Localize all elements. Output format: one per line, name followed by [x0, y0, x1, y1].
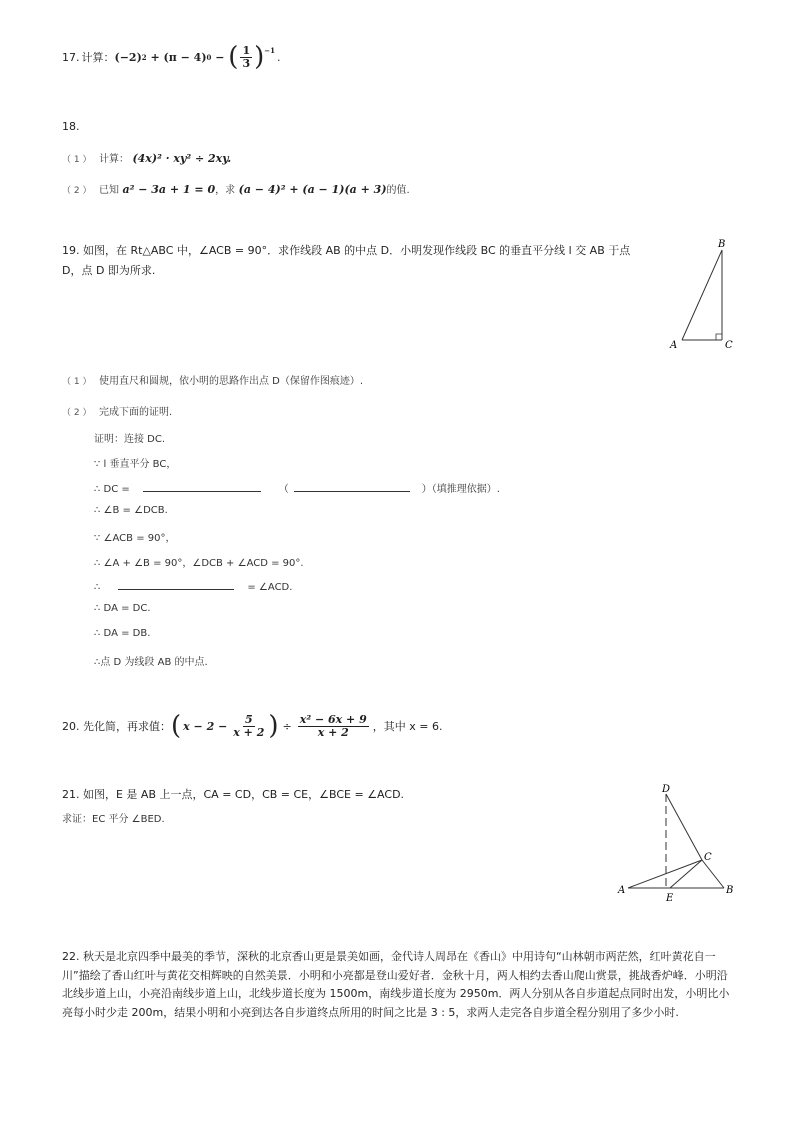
q19-part-2-number: （ 2 ） — [62, 408, 92, 418]
proof-line-5: ∵ ∠ACB = 90°， — [94, 533, 176, 544]
q19-stem-line-1: 19. 如图，在 Rt△ABC 中，∠ACB = 90°．求作线段 AB 的中点 D．小明发现作线段 BC 的垂直平分线 l 交 AB 于点 — [62, 244, 631, 257]
proof-line-3-paren-close: ）（填推理依据）. — [421, 484, 500, 495]
q18-part-2 — [62, 181, 410, 196]
q20-x-minus-2: x − 2 − — [183, 719, 228, 733]
q19-part-1-text: 使用直尺和圆规，依小明的思路作出点 D（保留作图痕迹）. — [98, 376, 364, 387]
q19-label-c: C — [725, 340, 733, 351]
q18-part-2-condition: a² − 3a + 1 = 0 — [122, 183, 216, 196]
proof-line-3 — [94, 480, 500, 495]
proof-line-7-lead: ∴ — [94, 582, 101, 593]
proof-line-8: ∴ DA = DC. — [94, 603, 151, 614]
q19-part-1-number: （ 1 ） — [62, 377, 92, 387]
q21-label-e: E — [666, 893, 674, 904]
question-17 — [62, 40, 281, 74]
q21-label-d: D — [662, 784, 671, 795]
q21-label-c: C — [704, 852, 712, 863]
q19-stem-line-2: D，点 D 即为所求. — [62, 264, 156, 277]
q22-text: 22. 秋天是北京四季中最美的季节，深秋的北京香山更是景美如画，金代诗人周昂在《香山》中用诗句“山林朝市两茫然，红叶黄花自一川”描绘了香山红叶与黄花交相辉映的自然美景．小明和小亮都是登山爱好者．金秋十月，两人相约去香山爬山赏景，挑战香炉峰．小明沿北线步道上山，小亮沿南线步道上山，北线步道长度为 1500m，南线步道长度为 2950m．两人分别从各自步道起点同时出发，小明比小亮每小时少走 200m，结果小明和小亮到达各自步道终点所用的时间之比是 3 : 5，求两人走完各自步道全程分别用了多少小时. — [62, 950, 730, 1019]
q18-part-2-expression: (a − 4)² + (a − 1)(a + 3) — [238, 183, 387, 196]
proof-line-6: ∴ ∠A + ∠B = 90°，∠DCB + ∠ACD = 90°. — [94, 558, 304, 569]
proof-line-9: ∴ DA = DB. — [94, 628, 151, 639]
q17-lead: 计算： — [81, 51, 115, 64]
proof-line-3-lead: ∴ DC = — [94, 484, 130, 495]
q18-number: 18. — [62, 120, 80, 133]
q20-fraction-1-numerator: 5 — [245, 712, 253, 726]
q18-part-1-number: （ 1 ） — [62, 155, 92, 165]
question-20 — [62, 708, 442, 744]
q21-label-b: B — [726, 885, 734, 896]
q20-fraction-1 — [231, 714, 266, 739]
proof-line-1: 证明：连接 DC. — [94, 434, 166, 445]
q20-lead: 20. 先化简，再求值： — [62, 720, 171, 733]
q17-number: 17. — [62, 50, 80, 64]
q18-part-2-tail: 的值. — [386, 185, 410, 196]
q18-part-2-mid: ，求 — [215, 185, 236, 196]
q20-paren-close: ) — [268, 711, 279, 741]
q19-part-1 — [62, 372, 363, 387]
q21-label-a: A — [618, 885, 626, 896]
q17-expression: (−2) 2 + (π − 4) 0 − ( $\frac{1}{3}$ ) $^{-1}$ — [114, 42, 276, 72]
q20-fraction-1-denominator: x + 2 — [233, 725, 265, 739]
q20-paren-open: ( — [171, 711, 182, 741]
q19-part-2 — [62, 403, 172, 418]
q18-part-1 — [62, 150, 231, 165]
q19-part-2-text: 完成下面的证明. — [98, 407, 173, 418]
q20-fraction-2-numerator: x² − 6x + 9 — [299, 712, 367, 726]
q18-part-1-lead: 计算： — [98, 154, 129, 165]
q21-stem-line-2: 求证：EC 平分 ∠BED. — [62, 814, 165, 825]
proof-line-2: ∵ l 垂直平分 BC， — [94, 459, 177, 470]
proof-blank-1[interactable] — [143, 481, 261, 492]
proof-blank-2[interactable] — [294, 481, 410, 492]
proof-line-7 — [94, 579, 292, 593]
q21-figure — [612, 780, 742, 904]
q20-divide: ÷ — [282, 719, 292, 733]
proof-line-4: ∴ ∠B = ∠DCB. — [94, 505, 168, 516]
q19-triangle-figure — [660, 236, 750, 354]
q20-tail: ，其中 x = 6. — [372, 720, 443, 733]
q18-part-1-expression: (4x)² · xy² ÷ 2xy. — [132, 152, 232, 165]
proof-line-3-paren-open: （ — [278, 484, 289, 495]
proof-line-10: ∴点 D 为线段 AB 的中点. — [94, 657, 208, 668]
q20-fraction-2 — [298, 714, 369, 739]
q20-fraction-2-denominator: x + 2 — [317, 725, 349, 739]
q19-label-b: B — [718, 239, 726, 250]
q21-stem-line-1: 21. 如图，E 是 AB 上一点，CA = CD，CB = CE，∠BCE = ∠ACD. — [62, 788, 405, 801]
q19-label-a: A — [670, 340, 678, 351]
proof-line-7-tail: = ∠ACD. — [247, 582, 293, 593]
q18-part-2-lead: 已知 — [98, 185, 119, 196]
q17-tail: . — [277, 50, 281, 64]
q18-part-2-number: （ 2 ） — [62, 186, 92, 196]
proof-blank-3[interactable] — [118, 579, 234, 590]
